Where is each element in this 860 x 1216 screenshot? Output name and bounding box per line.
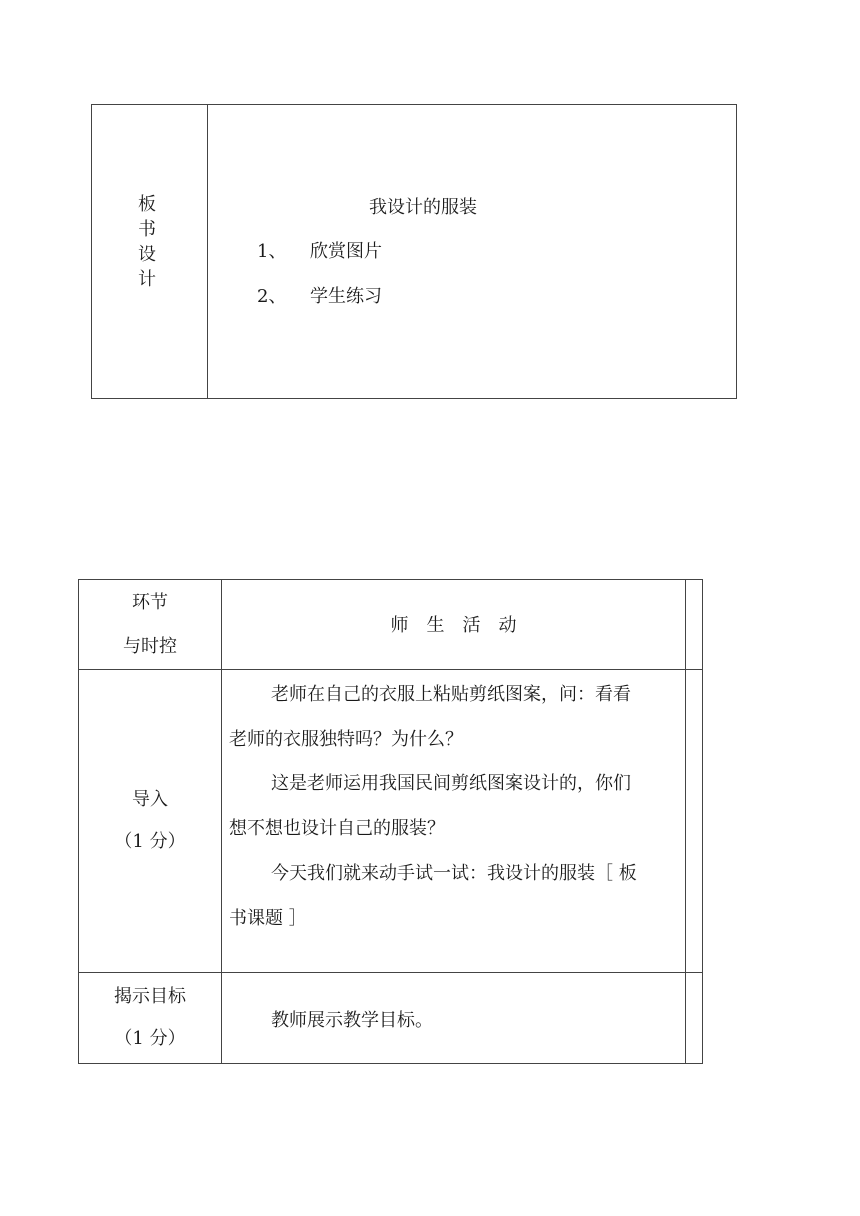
activity-line: 这是老师运用我国民间剪纸图案设计的，你们 [271,773,631,794]
row-stage-time: （1 分） [114,1028,186,1049]
activity-line: 老师在自己的衣服上粘贴剪纸图案，问：看看 [271,684,631,705]
board-item-number: 2、 [257,286,287,307]
row-stage-name: 导入 [132,789,168,810]
activity-line: 想不想也设计自己的服装？ [229,818,445,839]
row-stage-name: 揭示目标 [114,986,186,1007]
header-activity: 师 生 活 动 [390,615,517,636]
header-stage [79,594,221,656]
activity-line: 今天我们就来动手试一试：我设计的服装［ 板 [271,863,637,884]
header-stage-line2: 与时控 [123,636,177,657]
label-char: 设 [138,244,156,265]
board-item-number: 1、 [257,241,287,262]
label-char: 书 [138,219,156,240]
board-title: 我设计的服装 [369,197,477,218]
activity-line: 书课题 ］ [229,908,307,929]
row-stage [79,988,221,1048]
label-char: 板 [138,194,156,215]
activity-line: 老师的衣服独特吗？为什么？ [229,729,463,750]
row-stage [79,791,221,851]
board-design-label [131,196,163,296]
label-char: 计 [138,269,156,290]
board-item-text: 欣赏图片 [310,241,382,262]
activity-line: 教师展示教学目标。 [271,1010,433,1031]
board-item-text: 学生练习 [310,286,382,307]
header-stage-line1: 环节 [132,592,168,613]
row-stage-time: （1 分） [114,831,186,852]
